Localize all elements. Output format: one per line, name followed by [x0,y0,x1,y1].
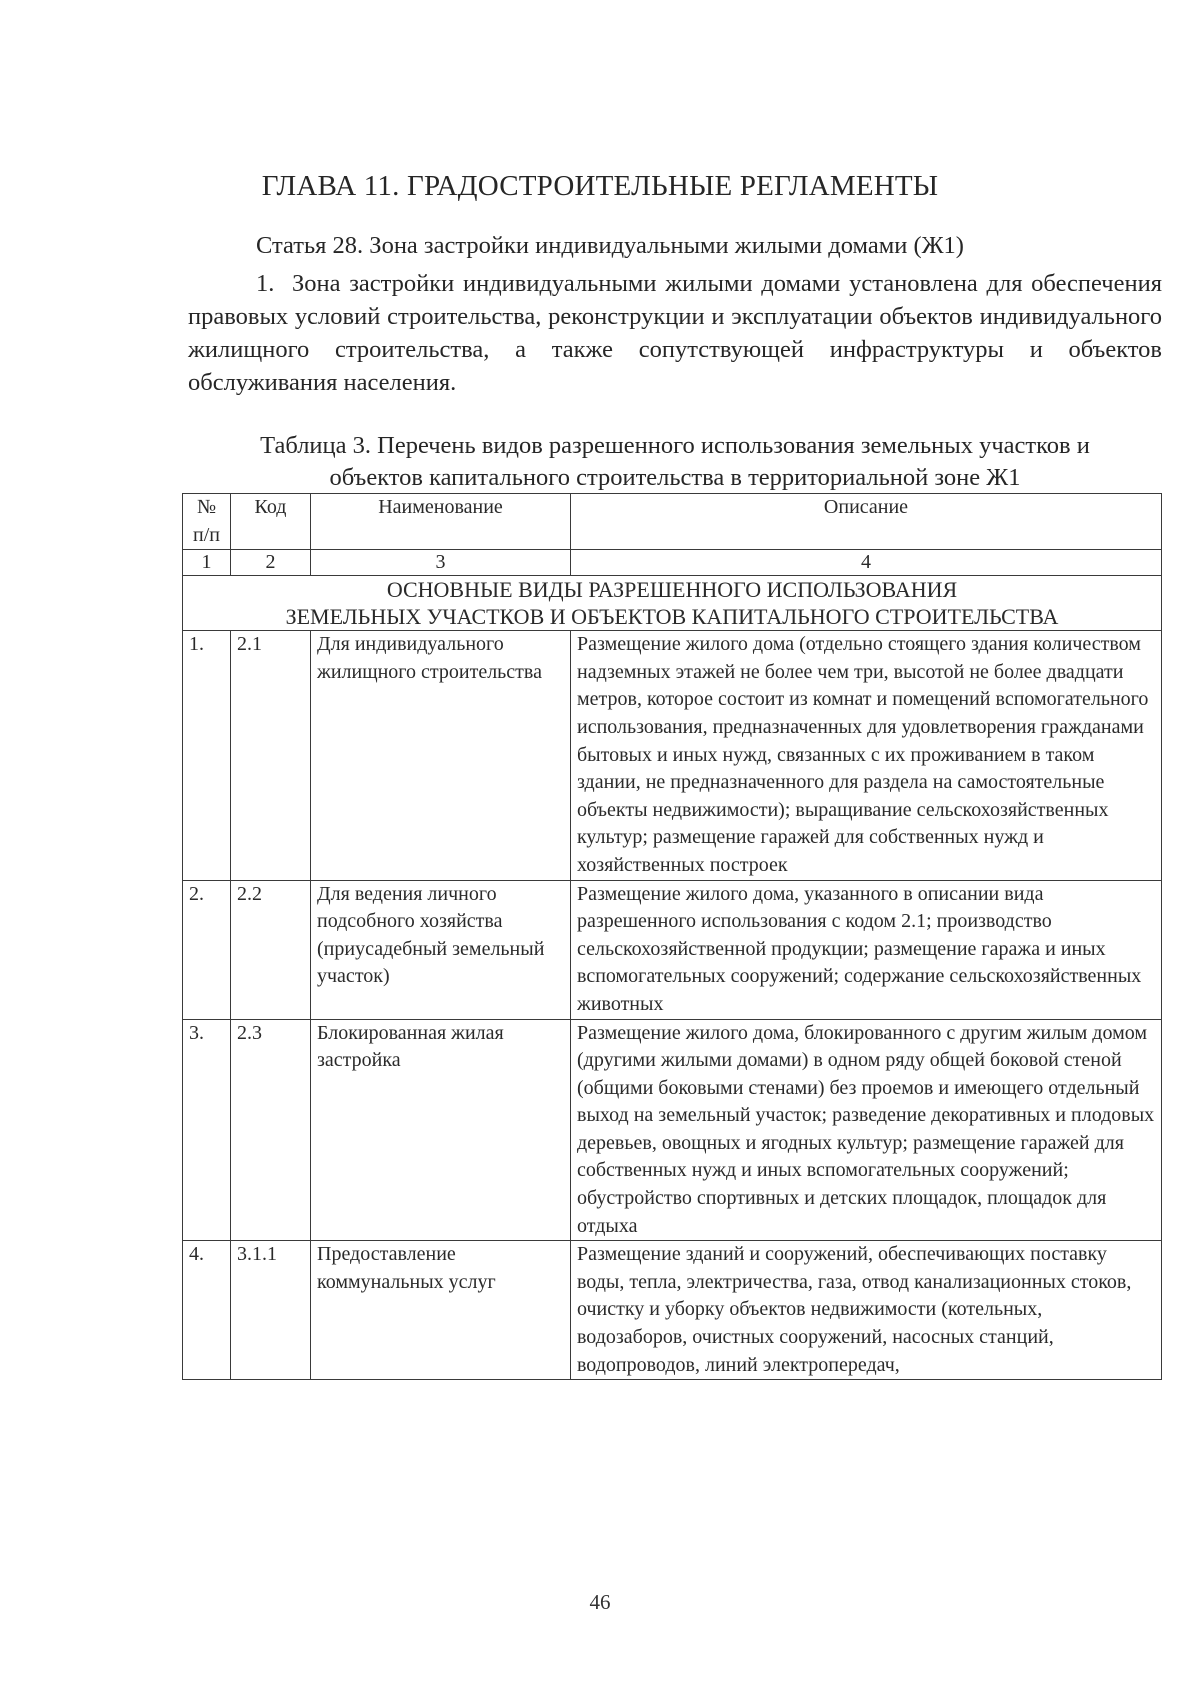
row-name: Для ведения личного подсобного хозяйства (приусадебный земельный участок) [311,880,571,1019]
paragraph-number: 1. [256,270,275,297]
row-name: Блокированная жилая застройка [311,1019,571,1241]
paragraph-text: Зона застройки индивидуальными жилыми домами установлена для обеспечения правовых условий строительства, реконструкции и эксплуатации объектов индивидуального жилищного строительства, а также сопутствующей инфраструктуры и объектов обслуживания населения. [188,270,1162,396]
section-title [183,576,1162,631]
row-name: Для индивидуального жилищного строительства [311,631,571,880]
section-title-line-2: ЗЕМЕЛЬНЫХ УЧАСТКОВ И ОБЪЕКТОВ КАПИТАЛЬНОГО СТРОИТЕЛЬСТВА [285,604,1059,630]
column-number-4: 4 [571,550,1162,576]
row-description: Размещение зданий и сооружений, обеспечивающих поставку воды, тепла, электричества, газа, отвод канализационных стоков, очистку и уборку объектов недвижимости (котельных, водозаборов, очистных сооружений, насосных станций, водопроводов, линий электропередач, [571,1241,1162,1380]
section-title-line-1: ОСНОВНЫЕ ВИДЫ РАЗРЕШЕННОГО ИСПОЛЬЗОВАНИЯ [386,577,958,603]
row-number: 4. [183,1241,231,1380]
land-use-table [182,493,1162,1380]
chapter-title: ГЛАВА 11. ГРАДОСТРОИТЕЛЬНЫЕ РЕГЛАМЕНТЫ [261,170,939,202]
row-number: 3. [183,1019,231,1241]
table-header-row [183,494,1162,550]
table-row [183,1241,1162,1380]
table-row [183,631,1162,880]
column-number-1: 1 [183,550,231,576]
row-code: 3.1.1 [231,1241,311,1380]
row-code: 2.3 [231,1019,311,1241]
row-description: Размещение жилого дома, блокированного с другим жилым домом (другими жилыми домами) в одном ряду общей боковой стеной (общими боковыми стенами) без проемов и имеющего отдельный выход на земельный участок; разведение декоративных и плодовых деревьев, овощных и ягодных культур; размещение гаражей для собственных нужд и иных вспомогательных сооружений; обустройство спортивных и детских площадок, площадок для отдыха [571,1019,1162,1241]
row-number: 2. [183,880,231,1019]
row-code: 2.2 [231,880,311,1019]
table-caption [180,430,1170,494]
section-title-row [183,576,1162,631]
table-row [183,1019,1162,1241]
page-number: 46 [589,1590,611,1614]
table-caption-line-1: Таблица 3. Перечень видов разрешенного использования земельных участков и [260,432,1090,459]
header-description: Описание [571,494,1162,550]
row-name: Предоставление коммунальных услуг [311,1241,571,1380]
header-number: № п/п [183,494,231,550]
table-column-numbers-row [183,550,1162,576]
column-number-3: 3 [311,550,571,576]
table-caption-line-2: объектов капитального строительства в территориальной зоне Ж1 [329,464,1021,491]
column-number-2: 2 [231,550,311,576]
row-description: Размещение жилого дома (отдельно стоящего здания количеством надземных этажей не более чем три, высотой не более двадцати метров, которое состоит из комнат и помещений вспомогательного использования, предназначенных для удовлетворения гражданами бытовых и иных нужд, связанных с их проживанием в таком здании, не предназначенного для раздела на самостоятельные объекты недвижимости); выращивание сельскохозяйственных культур; размещение гаражей для собственных нужд и хозяйственных построек [571,631,1162,880]
table-row [183,880,1162,1019]
header-name: Наименование [311,494,571,550]
header-code: Код [231,494,311,550]
article-heading: Статья 28. Зона застройки индивидуальными жилыми домами (Ж1) [256,232,964,259]
row-description: Размещение жилого дома, указанного в описании вида разрешенного использования с кодом 2.1; производство сельскохозяйственной продукции; размещение гаража и иных вспомогательных сооружений; содержание сельскохозяйственных животных [571,880,1162,1019]
row-code: 2.1 [231,631,311,880]
paragraph-1 [188,267,1162,399]
row-number: 1. [183,631,231,880]
